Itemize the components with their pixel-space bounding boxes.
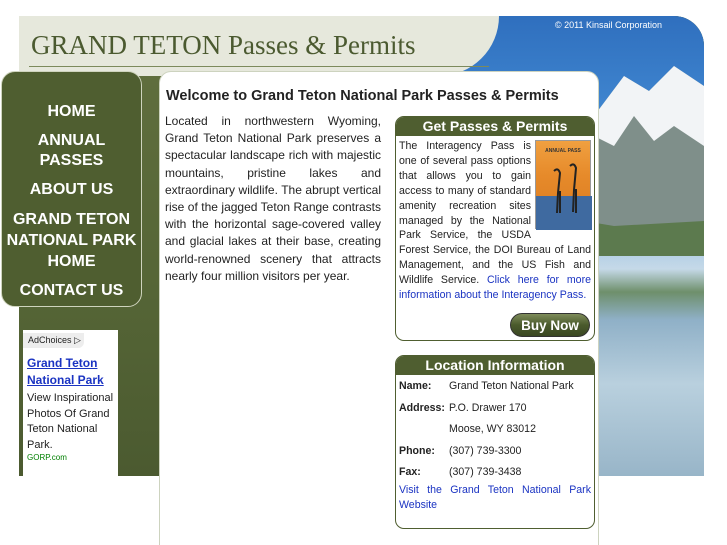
passes-text bbox=[396, 136, 594, 303]
buy-now-button[interactable]: Buy Now bbox=[510, 313, 590, 337]
location-value: (307) 739-3438 bbox=[449, 466, 522, 478]
ad-url[interactable]: GORP.com bbox=[27, 453, 67, 462]
adchoices-icon: ▷ bbox=[74, 335, 81, 345]
location-label bbox=[399, 422, 449, 444]
main-content bbox=[159, 71, 599, 545]
ad-title-link[interactable]: Grand Teton National Park bbox=[27, 356, 104, 387]
location-value: Grand Teton National Park bbox=[449, 380, 574, 392]
nav-home[interactable]: HOME bbox=[47, 103, 96, 120]
nav-annual-passes[interactable]: ANNUAL PASSES bbox=[37, 132, 106, 169]
park-website-link[interactable]: Visit the Grand Teton National Park Website bbox=[399, 483, 591, 511]
intro-paragraph: Located in northwestern Wyoming, Grand Teton National Park preserves a spectacular landscape rich with majestic mountains, pristine lakes and extraordinary wildlife. The abrupt vertical rise of the jagged Teton Range contrasts with the horizontal sage-covered valley and glacial lakes at their base, creating world-renowned scenery that attracts nearly four million visitors per year. bbox=[165, 114, 381, 283]
location-value: (307) 739-3300 bbox=[449, 444, 522, 457]
location-table bbox=[396, 375, 594, 487]
ad-body: View Inspirational Photos Of Grand Teton National Park. bbox=[27, 392, 114, 451]
adchoices-badge[interactable] bbox=[23, 333, 84, 348]
location-row bbox=[399, 444, 591, 466]
nav-contact-us[interactable]: CONTACT US bbox=[19, 282, 124, 299]
location-value: Moose, WY 83012 bbox=[449, 423, 536, 435]
location-value: P.O. Drawer 170 bbox=[449, 401, 527, 414]
copyright-text: © 2011 Kinsail Corporation bbox=[554, 20, 662, 30]
location-panel-heading: Location Information bbox=[396, 356, 594, 375]
location-panel bbox=[395, 355, 595, 529]
main-nav bbox=[1, 71, 142, 307]
title-rule bbox=[29, 66, 489, 67]
adchoices-label: AdChoices bbox=[28, 335, 72, 345]
location-row bbox=[399, 379, 591, 401]
location-label: Name: bbox=[399, 380, 432, 392]
page-heading: Welcome to Grand Teton National Park Passes & Permits bbox=[166, 88, 559, 104]
passes-panel bbox=[395, 116, 595, 341]
annual-pass-image-label: ANNUAL PASS bbox=[545, 148, 581, 154]
passes-panel-heading: Get Passes & Permits bbox=[396, 117, 594, 136]
nav-about-us[interactable]: ABOUT US bbox=[29, 181, 114, 198]
location-row bbox=[399, 422, 591, 444]
location-row bbox=[399, 401, 591, 423]
location-label: Phone: bbox=[399, 444, 435, 457]
annual-pass-image bbox=[535, 140, 591, 229]
nav-grand-teton-home[interactable]: GRAND TETON NATIONAL PARK HOME bbox=[6, 211, 137, 270]
location-label: Address: bbox=[399, 401, 445, 414]
cranes-illustration bbox=[536, 141, 592, 230]
ad-block bbox=[23, 330, 118, 522]
location-label: Fax: bbox=[399, 466, 421, 478]
site-title: GRAND TETON Passes & Permits bbox=[31, 30, 416, 60]
interagency-pass-link[interactable]: Click here for more information about the Interagency Pass. bbox=[399, 274, 591, 302]
passes-description: The Interagency Pass is one of several pass options that allows you to gain access to many of standard amenity recreation sites managed by the National Park Service, the USDA Forest Service, the DOI Bureau of Land Management, and the US Fish and Wildlife Service. bbox=[399, 140, 591, 287]
